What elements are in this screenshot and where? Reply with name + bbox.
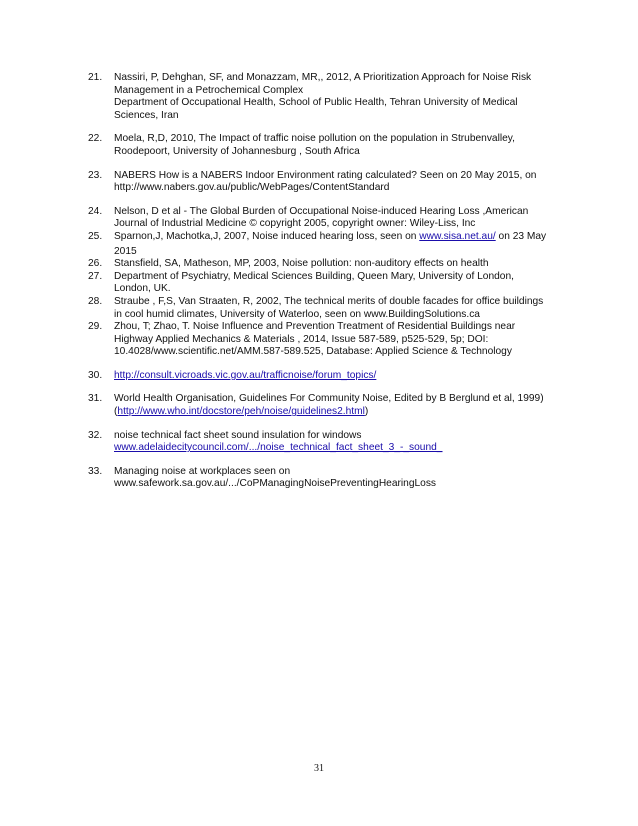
page-number: 31 [314, 763, 324, 774]
reference-text: ) [364, 406, 369, 418]
reference-text: Moela, R,D, 2010, The Impact of traffic noise pollution on the population in Strubenvalley, [114, 133, 515, 145]
reference-text: World Health Organisation, Guidelines For Community Noise, Edited by B Berglund et al, 1999) [114, 393, 544, 405]
reference-number: 31. [88, 393, 103, 405]
reference-26 [88, 258, 558, 271]
who-guidelines-link[interactable]: http://www.who.int/docstore/peh/noise/guidelines2.html [117, 406, 365, 418]
reference-31 [88, 393, 558, 418]
reference-number: 25. [88, 230, 103, 242]
reference-number: 30. [88, 369, 103, 381]
reference-number: 26. [88, 258, 103, 270]
reference-text: Sparnon,J, Machotka,J, 2007, Noise induced hearing loss, seen on [114, 230, 420, 242]
reference-list [88, 72, 558, 491]
reference-text: www.safework.sa.gov.au/.../CoPManagingNoisePreventingHearingLoss [114, 478, 437, 490]
reference-text: Nassiri, P, Dehghan, SF, and Monazzam, MR,, 2012, A Prioritization Approach for Noise Risk [114, 72, 532, 83]
reference-text: Department of Psychiatry, Medical Sciences Building, Queen Mary, University of London, [114, 270, 514, 282]
reference-32 [88, 430, 558, 455]
reference-number: 32. [88, 429, 103, 441]
reference-text: Sciences, Iran [114, 109, 179, 121]
reference-text: noise technical fact sheet sound insulation for windows [114, 429, 362, 441]
reference-number: 29. [88, 321, 103, 333]
reference-text: Roodepoort, University of Johannesburg , South Africa [114, 145, 360, 157]
reference-text: Stansfield, SA, Matheson, MP, 2003, Noise pollution: non-auditory effects on health [114, 258, 489, 270]
reference-text: in cool humid climates, University of Waterloo, seen on www.BuildingSolutions.ca [114, 308, 480, 320]
reference-28 [88, 296, 558, 321]
reference-text: http://www.nabers.gov.au/public/WebPages/ContentStandard [114, 182, 390, 194]
reference-number: 22. [88, 133, 103, 145]
sisa-link[interactable]: www.sisa.net.au/ [419, 230, 496, 242]
reference-27 [88, 271, 558, 296]
reference-text: Managing noise at workplaces seen on [114, 465, 291, 477]
reference-21 [88, 72, 558, 122]
reference-text: Management in a Petrochemical Complex [114, 84, 304, 96]
reference-number: 24. [88, 205, 103, 217]
reference-25 [88, 231, 558, 258]
reference-text: NABERS How is a NABERS Indoor Environment rating calculated? Seen on 20 May 2015, on [114, 169, 537, 181]
adelaide-council-link[interactable]: www.adelaidecitycouncil.com/.../noise_technical_fact_sheet_3_-_sound_ [114, 442, 443, 454]
reference-text: Zhou, T; Zhao, T. Noise Influence and Prevention Treatment of Residential Buildings near [114, 321, 516, 333]
reference-33 [88, 466, 558, 491]
reference-number: 21. [88, 72, 103, 83]
reference-number: 28. [88, 295, 103, 307]
reference-number: 33. [88, 465, 103, 477]
reference-30 [88, 370, 558, 383]
reference-text: ( [114, 406, 118, 418]
reference-23 [88, 170, 558, 195]
reference-text: on 23 May [495, 230, 547, 242]
reference-text: Straube , F,S, Van Straaten, R, 2002, The technical merits of double facades for office buildings [114, 295, 544, 307]
reference-text: Nelson, D et al - The Global Burden of Occupational Noise-induced Hearing Loss ,American [114, 205, 529, 217]
reference-text: 2015 [114, 245, 137, 257]
reference-text: London, UK. [114, 283, 171, 295]
reference-text: Department of Occupational Health, School of Public Health, Tehran University of Medical [114, 97, 518, 109]
reference-text: Journal of Industrial Medicine © copyright 2005, copyright owner: Wiley-Liss, Inc [114, 218, 476, 230]
reference-number: 27. [88, 270, 103, 282]
reference-text: 10.4028/www.scientific.net/AMM.587-589.525, Database: Applied Science & Technology [114, 346, 512, 358]
reference-22 [88, 133, 558, 158]
reference-24 [88, 206, 558, 231]
reference-29 [88, 321, 558, 359]
reference-number: 23. [88, 169, 103, 181]
reference-text: Highway Applied Mechanics & Materials , 2014, Issue 587-589, p525-529, 5p; DOI: [114, 333, 489, 345]
vicroads-link[interactable]: http://consult.vicroads.vic.gov.au/trafficnoise/forum_topics/ [114, 369, 377, 381]
